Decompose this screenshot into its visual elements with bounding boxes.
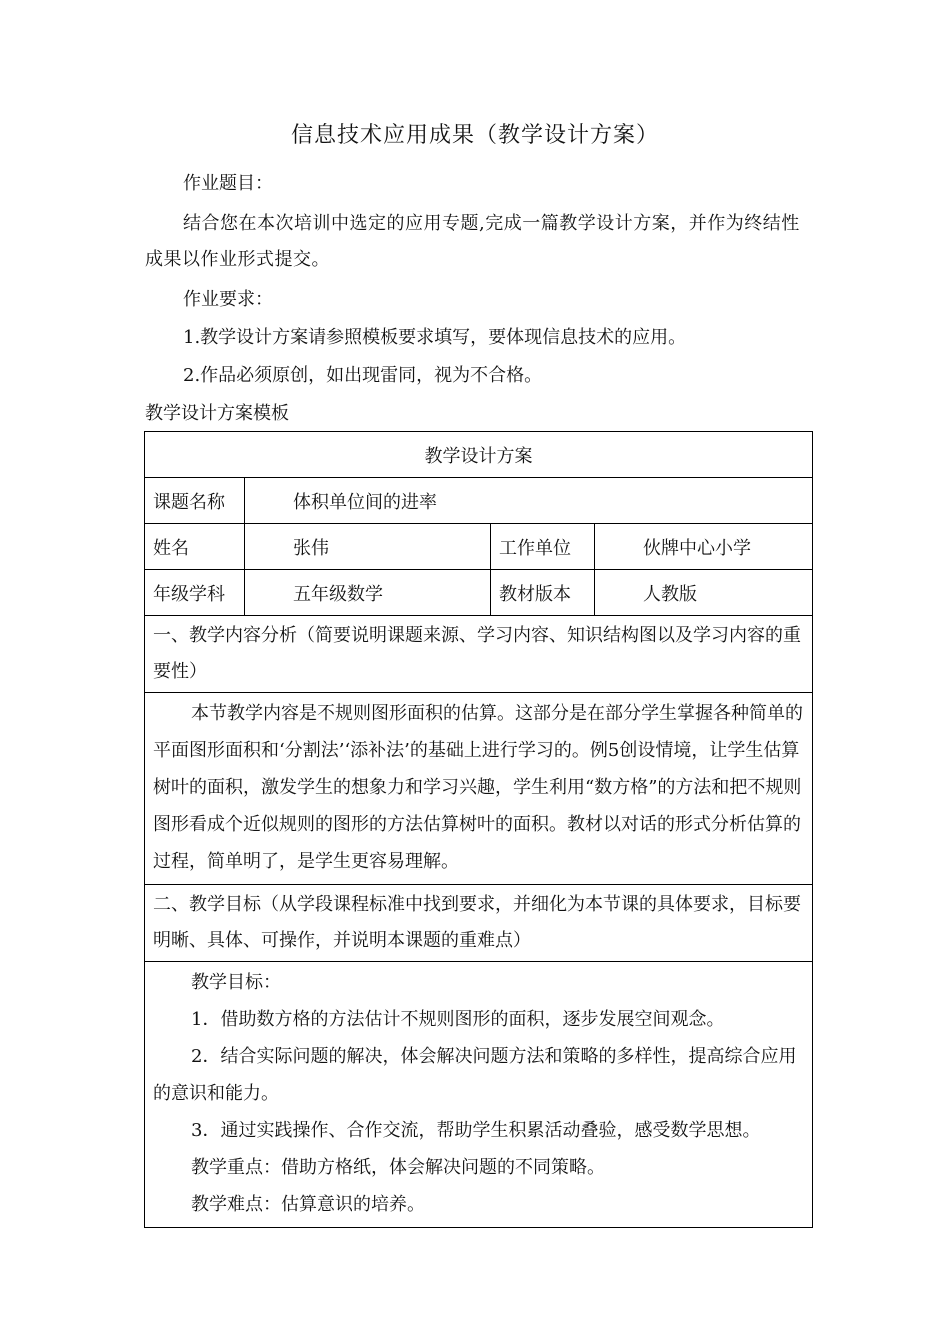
edition-value: 人教版	[595, 570, 813, 616]
section1-heading-row	[145, 616, 813, 693]
objective-2: 2．结合实际问题的解决，体会解决问题方法和策略的多样性，提高综合应用的意识和能力。	[153, 1046, 797, 1104]
key-point: 教学重点：借助方格纸，体会解决问题的不同策略。	[191, 1157, 605, 1178]
section2-heading: 二、教学目标（从学段课程标准中找到要求，并细化为本节课的具体要求，目标要明晰、具体、可操作，并说明本课题的重难点）	[145, 885, 813, 962]
difficult-point: 教学难点：估算意识的培养。	[191, 1194, 425, 1215]
name-value: 张伟	[245, 524, 491, 570]
requirement-2: 2.作品必须原创，如出现雷同，视为不合格。	[183, 365, 543, 386]
section2-heading-row	[145, 885, 813, 962]
topic-label: 课题名称	[145, 478, 245, 524]
objectives-label: 教学目标：	[191, 972, 281, 993]
section1-heading: 一、教学内容分析（简要说明课题来源、学习内容、知识结构图以及学习内容的重要性）	[145, 616, 813, 693]
grade-value: 五年级数学	[245, 570, 491, 616]
topic-value: 体积单位间的进率	[245, 478, 813, 524]
section2-body	[145, 962, 813, 1228]
unit-label: 工作单位	[491, 524, 595, 570]
section1-body: 本节教学内容是不规则图形面积的估算。这部分是在部分学生掌握各种简单的平面图形面积和‘分割法’‘添补法’的基础上进行学习的。例5创设情境，让学生估算树叶的面积，激发学生的想象力和学习兴趣，学生利用“数方格”的方法和把不规则图形看成个近似规则的图形的方法估算树叶的面积。教材以对话的形式分析估算的过程，简单明了，是学生更容易理解。	[145, 693, 813, 885]
page-title: 信息技术应用成果（教学设计方案）	[290, 123, 659, 148]
grade-label: 年级学科	[145, 570, 245, 616]
grade-row	[145, 570, 813, 616]
unit-value: 伙牌中心小学	[595, 524, 813, 570]
requirement-1: 1.教学设计方案请参照模板要求填写，要体现信息技术的应用。	[183, 327, 687, 348]
edition-label: 教材版本	[491, 570, 595, 616]
name-label: 姓名	[145, 524, 245, 570]
name-row	[145, 524, 813, 570]
assignment-body: 结合您在本次培训中选定的应用专题,完成一篇教学设计方案，并作为终结性成果以作业形式提交。	[145, 213, 800, 270]
table-header-row	[145, 432, 813, 478]
objective-3: 3．通过实践操作、合作交流，帮助学生积累活动叠验，感受数学思想。	[191, 1120, 761, 1141]
assignment-topic-label: 作业题目：	[183, 173, 273, 194]
template-label: 教学设计方案模板	[145, 403, 289, 424]
section2-body-row	[145, 962, 813, 1228]
objective-1: 1．借助数方格的方法估计不规则图形的面积，逐步发展空间观念。	[191, 1009, 725, 1030]
requirements-label: 作业要求：	[183, 289, 273, 310]
table-header: 教学设计方案	[145, 432, 813, 478]
design-plan-table	[144, 431, 813, 1228]
section1-body-row	[145, 693, 813, 885]
topic-row	[145, 478, 813, 524]
